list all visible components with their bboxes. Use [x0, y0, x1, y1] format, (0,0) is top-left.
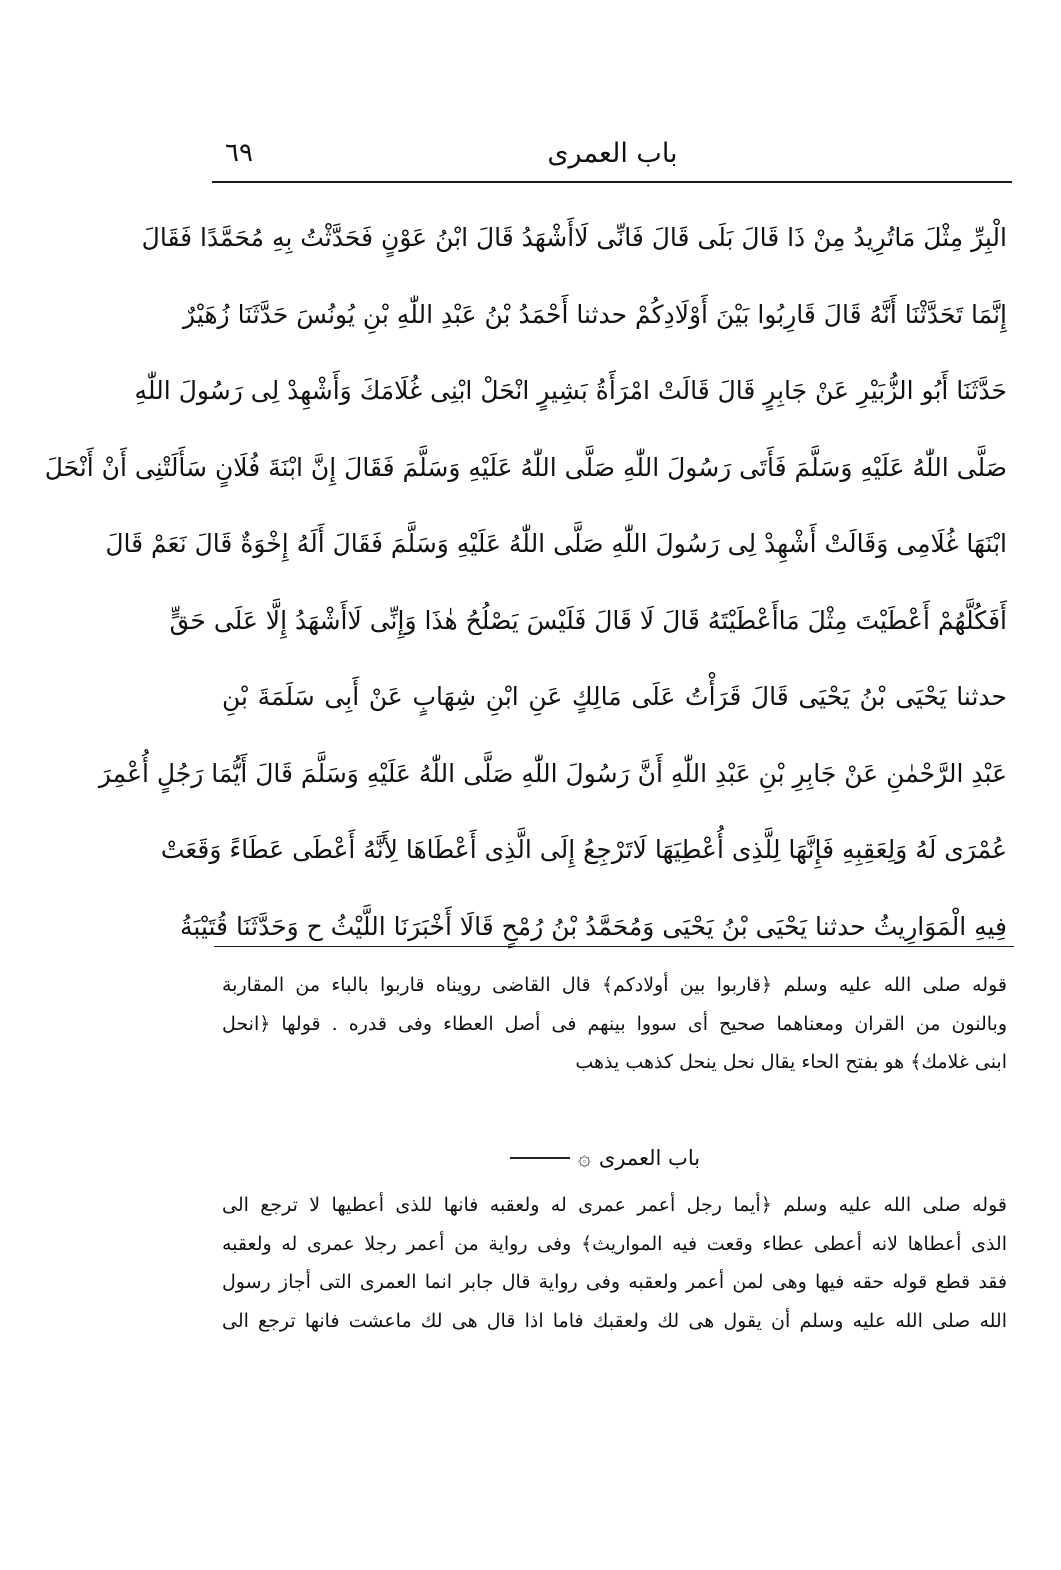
footnote-line: قوله صلى الله عليه وسلم ﴿قاربوا بين أولادكم﴾ قال القاضى رويناه قاربوا بالباء من المقاربة — [222, 974, 1007, 996]
text-line: إِنَّمَا تَحَدَّثْنَا أَنَّهُ قَالَ قَارِبُوا بَيْنَ أَوْلَادِكُمْ حدثنا أَحْمَدُ بْنُ عَبْدِ اللّٰهِ بْنِ يُونُسَ حَدَّثَنَا زُهَيْرٌ — [183, 299, 1007, 329]
page-header — [215, 138, 1010, 178]
text-line: عَبْدِ الرَّحْمٰنِ عَنْ جَابِرِ بْنِ عَبْدِ اللّٰهِ أَنَّ رَسُولَ اللّٰهِ صَلَّى اللّٰهُ عَلَيْهِ وَسَلَّمَ قَالَ أَيُّمَا رَجُلٍ أُعْمِرَ — [98, 758, 1007, 788]
footnote-line: وبالنون من القران ومعناهما صحيح أى سووا بينهم فى أصل العطاء وفى قدره . قولها ﴿انحل — [222, 1012, 1007, 1035]
footnote-rule — [214, 946, 1014, 947]
commentary-line: فقد قطع قوله حقه فيها وهى لمن أعمر ولعقبه وفى رواية قال جابر انما العمرى التى أجاز رسول — [222, 1271, 1007, 1293]
running-title: باب العمرى — [547, 138, 678, 169]
ornament-icon: ۞ — [577, 1145, 591, 1171]
text-line: عُمْرَى لَهُ وَلِعَقِبِهِ فَإِنَّهَا لِلَّذِى أُعْطِيَهَا لَاتَرْجِعُ إِلَى الَّذِى أَعْطَاهَا لِأَنَّهُ أَعْطَى عَطَاءً وَقَعَتْ — [160, 835, 1007, 864]
footnotes — [222, 966, 1007, 1082]
section-title: باب العمرى — [598, 1146, 701, 1170]
text-line: الْبِرِّ مِثْلَ مَاتُرِيدُ مِنْ ذَا قَالَ بَلَى قَالَ فَانِّى لَاأَشْهَدُ قَالَ ابْنُ عَوْنٍ فَحَدَّثْتُ بِهِ مُحَمَّدًا فَقَالَ — [141, 223, 1007, 252]
footnote-line: ابنى غلامك﴾ هو بفتح الحاء يقال نحل ينحل كذهب يذهب — [575, 1051, 1007, 1073]
page-number: ٦٩ — [225, 138, 253, 168]
text-line: حدثنا يَحْيَى بْنُ يَحْيَى قَالَ قَرَأْتُ عَلَى مَالِكٍ عَنِ ابْنِ شِهَابٍ عَنْ أَبِى سَلَمَةَ بْنِ — [222, 682, 1007, 711]
hadith-text — [44, 200, 1007, 965]
commentary-line: الذى أعطاها لانه أعطى عطاء وقعت فيه المواريث﴾ وفى رواية من أعمر رجلا عمرى له ولعقبه — [222, 1232, 1007, 1255]
commentary-line: قوله صلى الله عليه وسلم ﴿أيما رجل أعمر عمرى له ولعقبه فانها للذى أعطيها لا ترجع الى — [222, 1194, 1007, 1216]
commentary-line: الله صلى الله عليه وسلم أن يقول هى لك ولعقبك فاما اذا قال هى لك ماعشت فانها ترجع الى — [222, 1309, 1007, 1332]
text-line: صَلَّى اللّٰهُ عَلَيْهِ وَسَلَّمَ فَأَتَى رَسُولَ اللّٰهِ صَلَّى اللّٰهُ عَلَيْهِ وَسَلَّمَ فَقَالَ إِنَّ ابْنَةَ فُلَانٍ سَأَلَتْنِى أَنْ أَنْحَلَ — [44, 452, 1007, 482]
text-line: أَفَكُلَّهُمْ أَعْطَيْتَ مِثْلَ مَاأَعْطَيْتَهُ قَالَ لَا قَالَ فَلَيْسَ يَصْلُحُ هٰذَا وَإِنِّى لَاأَشْهَدُ إِلَّا عَلَى حَقٍّ — [169, 605, 1007, 635]
commentary — [222, 1186, 1007, 1340]
heading-dash — [510, 1157, 570, 1159]
header-rule — [212, 181, 1012, 183]
text-line: ابْنَهَا غُلَامِى وَقَالَتْ أَشْهِدْ لِى رَسُولَ اللّٰهِ صَلَّى اللّٰهُ عَلَيْهِ وَسَلَّمَ فَقَالَ أَلَهُ إِخْوَةٌ قَالَ نَعَمْ قَالَ — [105, 529, 1007, 558]
section-heading — [440, 1138, 770, 1178]
text-line: فِيهِ الْمَوَارِيثُ حدثنا يَحْيَى بْنُ يَحْيَى وَمُحَمَّدُ بْنُ رُمْحٍ قَالَا أَخْبَرَنَا اللَّيْثُ ح وَحَدَّثَنَا قُتَيْبَةُ — [180, 911, 1007, 941]
text-line: حَدَّثَنَا أَبُو الزُّبَيْرِ عَنْ جَابِرٍ قَالَ قَالَتْ امْرَأَةُ بَشِيرٍ انْحَلْ ابْنِى غُلَامَكَ وَأَشْهِدْ لِى رَسُولَ اللّٰهِ — [134, 376, 1007, 405]
